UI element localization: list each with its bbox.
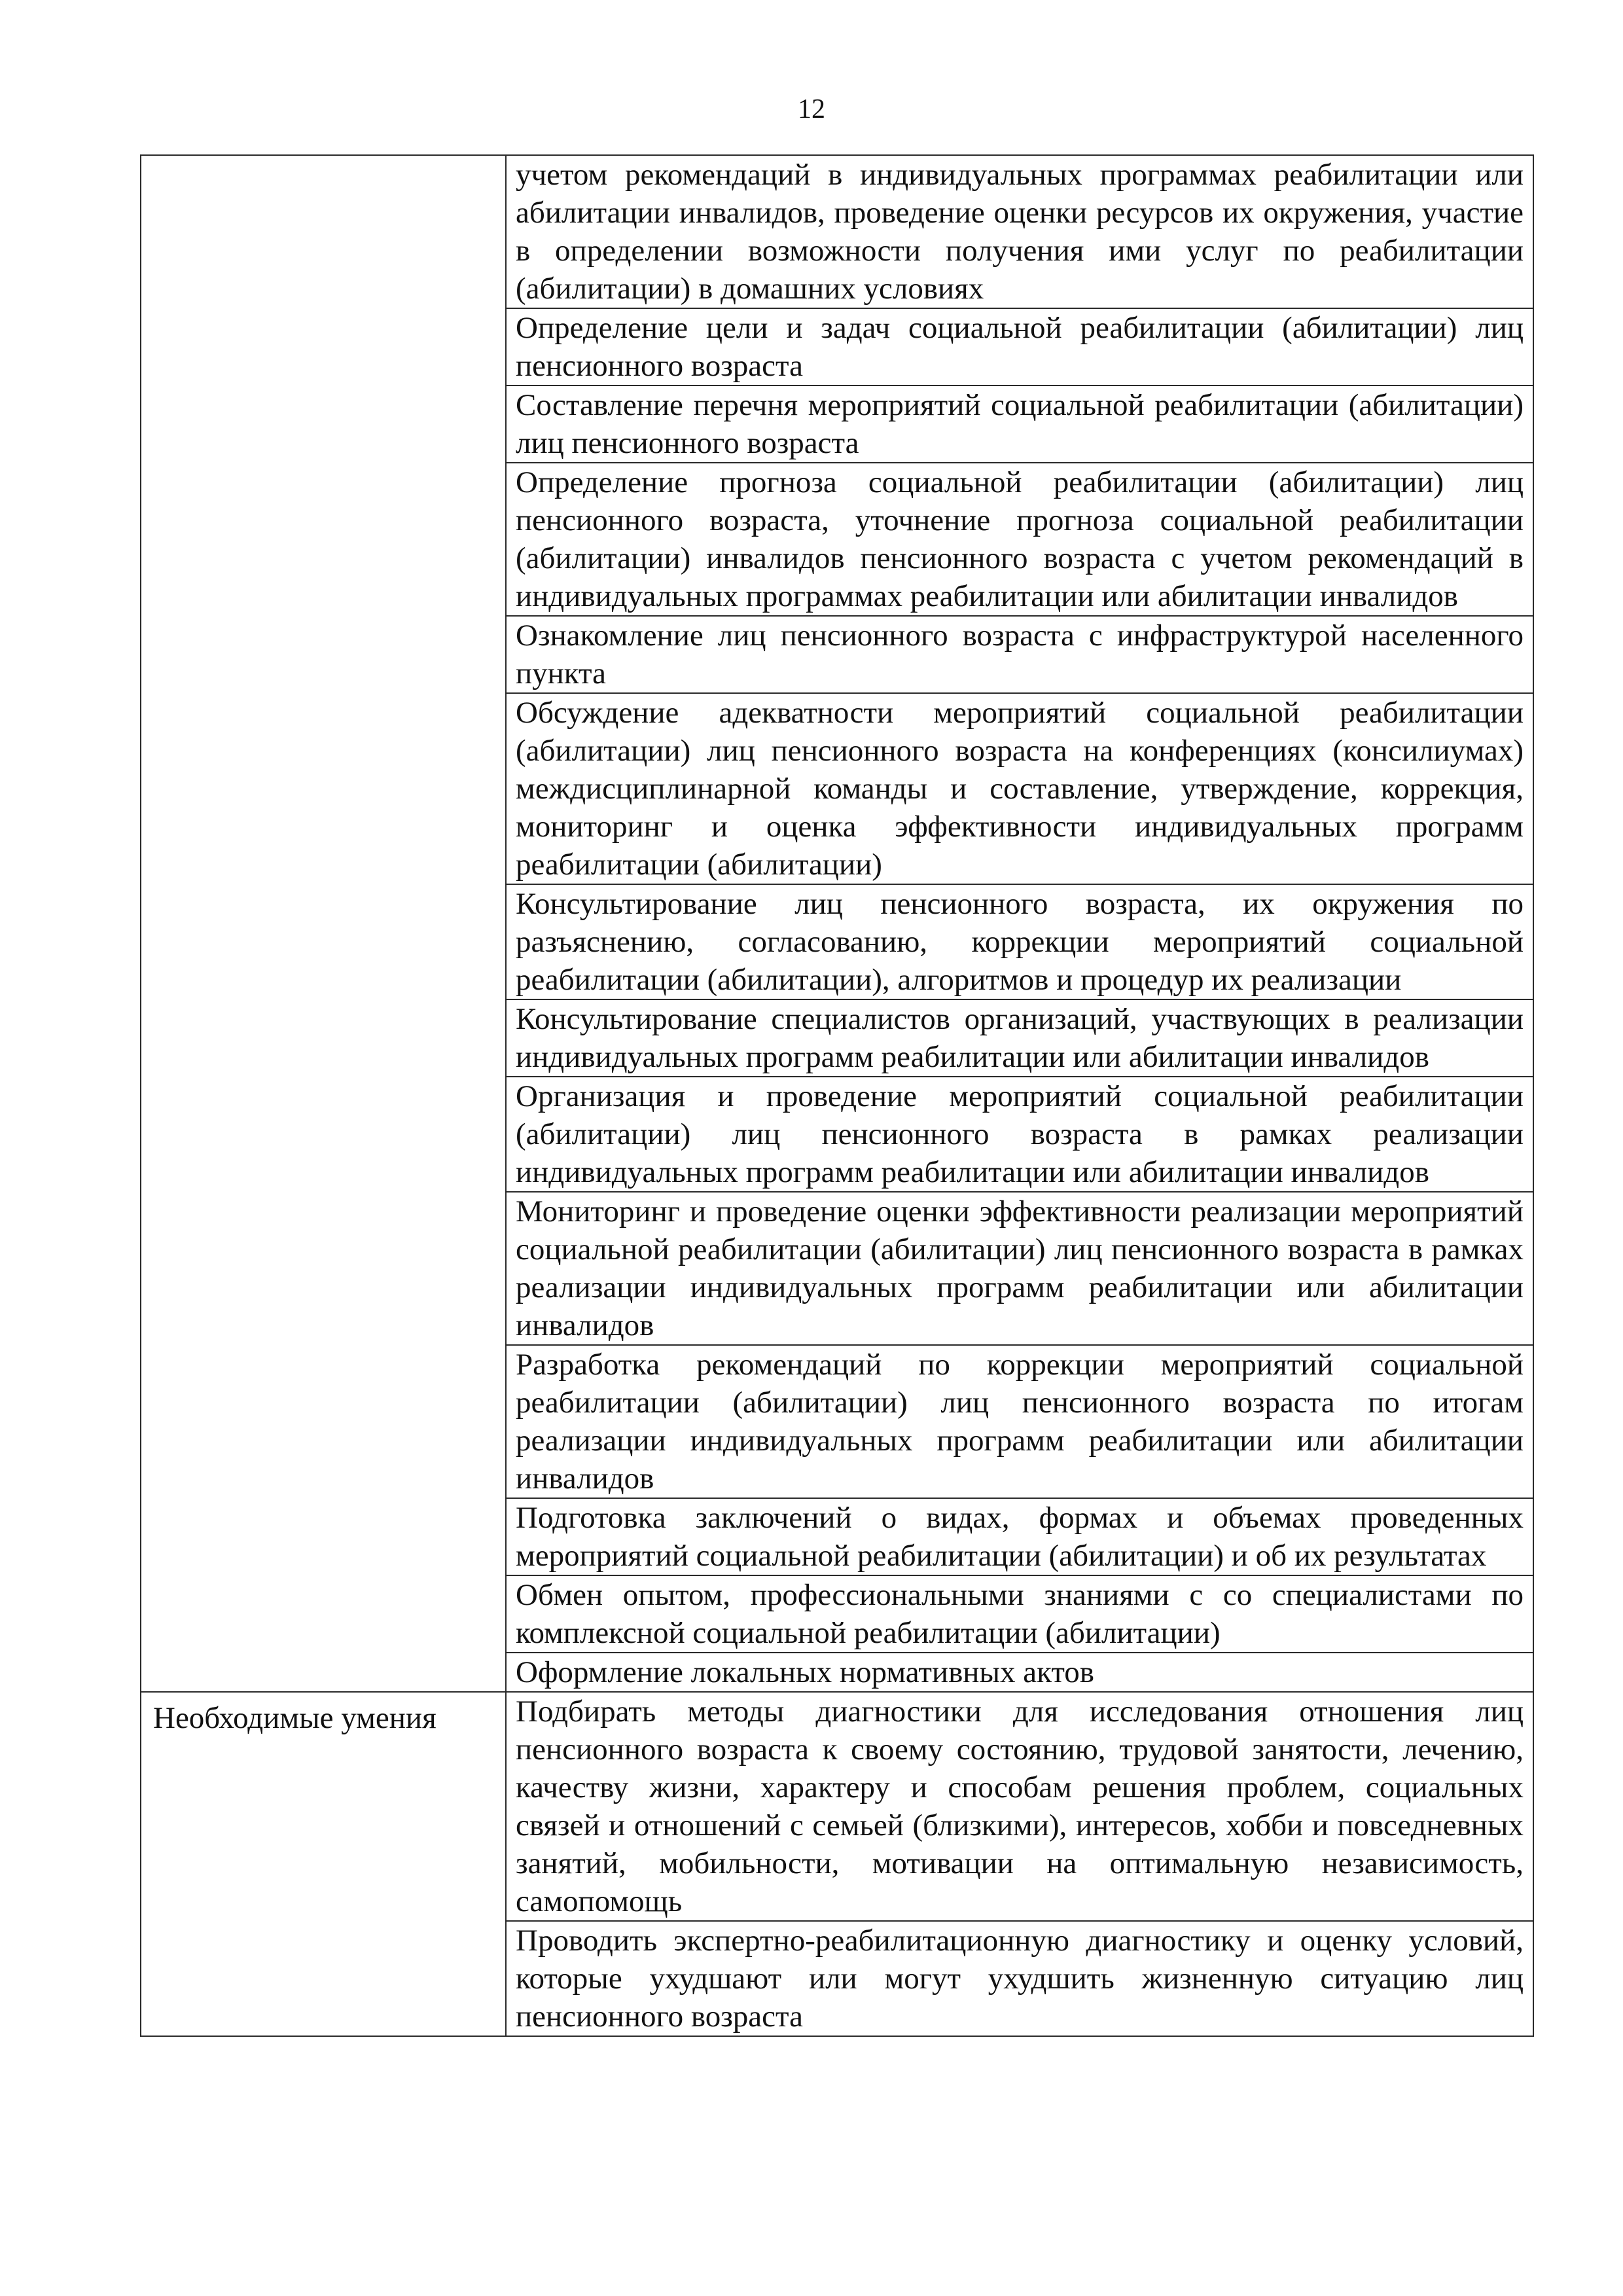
table-cell-item: Составление перечня мероприятий социальной реабилитации (абилитации) лиц пенсионного возраста [506,386,1533,463]
table-cell-item: Организация и проведение мероприятий социальной реабилитации (абилитации) лиц пенсионного возраста в рамках реализации индивидуальных программ реабилитации или абилитации инвалидов [506,1077,1533,1192]
table-cell-item: Мониторинг и проведение оценки эффективности реализации мероприятий социальной реабилитации (абилитации) лиц пенсионного возраста в рамках реализации индивидуальных программ реабилитации или абилитации инвалидов [506,1192,1533,1345]
table-cell-item: Подбирать методы диагностики для исследования отношения лиц пенсионного возраста к своему состоянию, трудовой занятости, лечению, качеству жизни, характеру и способам решения проблем, социальных связей и отношений с семьей (близкими), интересов, хобби и повседневных занятий, мобильности, мотивации на оптимальную независимость, самопомощь [506,1692,1533,1921]
section-label-labor-actions [141,155,506,1692]
table-cell-item: Определение прогноза социальной реабилитации (абилитации) лиц пенсионного возраста, уточнение прогноза социальной реабилитации (абилитации) инвалидов пенсионного возраста с учетом рекомендаций в индивидуальных программах реабилитации или абилитации инвалидов [506,463,1533,616]
section-label-required-skills: Необходимые умения [141,1692,506,2036]
table-cell-item: Разработка рекомендаций по коррекции мероприятий социальной реабилитации (абилитации) лиц пенсионного возраста по итогам реализации индивидуальных программ реабилитации или абилитации инвалидов [506,1345,1533,1498]
table-cell-item: Подготовка заключений о видах, формах и объемах проведенных мероприятий социальной реабилитации (абилитации) и об их результатах [506,1498,1533,1575]
table-row [141,155,1533,308]
table-body [141,155,1533,2036]
table-cell-item: учетом рекомендаций в индивидуальных программах реабилитации или абилитации инвалидов, проведение оценки ресурсов их окружения, участие в определении возможности получения ими услуг по реабилитации (абилитации) в домашних условиях [506,155,1533,308]
requirements-table [140,154,1534,2037]
table-cell-item: Оформление локальных нормативных актов [506,1653,1533,1692]
table-cell-item: Ознакомление лиц пенсионного возраста с инфраструктурой населенного пункта [506,616,1533,693]
table-cell-item: Определение цели и задач социальной реабилитации (абилитации) лиц пенсионного возраста [506,308,1533,386]
table-cell-item: Проводить экспертно-реабилитационную диагностику и оценку условий, которые ухудшают или могут ухудшить жизненную ситуацию лиц пенсионного возраста [506,1921,1533,2036]
table-cell-item: Консультирование специалистов организаций, участвующих в реализации индивидуальных программ реабилитации или абилитации инвалидов [506,999,1533,1077]
table-cell-item: Обмен опытом, профессиональными знаниями с со специалистами по комплексной социальной реабилитации (абилитации) [506,1575,1533,1653]
table-cell-item: Консультирование лиц пенсионного возраста, их окружения по разъяснению, согласованию, коррекции мероприятий социальной реабилитации (абилитации), алгоритмов и процедур их реализации [506,884,1533,999]
table-row [141,1692,1533,1921]
table-cell-item: Обсуждение адекватности мероприятий социальной реабилитации (абилитации) лиц пенсионного возраста на конференциях (консилиумах) междисциплинарной команды и составление, утверждение, коррекция, мониторинг и оценка эффективности индивидуальных программ реабилитации (абилитации) [506,693,1533,884]
page-number: 12 [798,94,825,124]
